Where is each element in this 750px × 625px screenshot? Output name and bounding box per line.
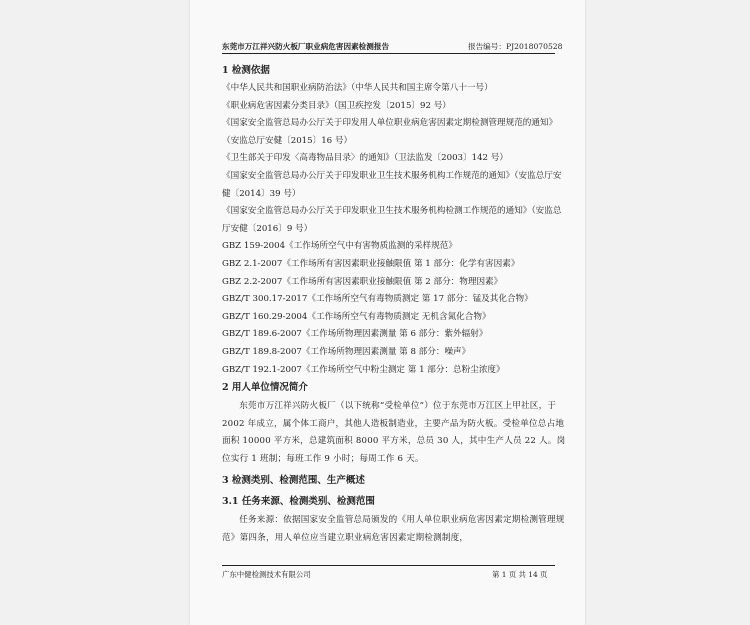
- basis-list: [222, 80, 570, 379]
- basis-item: GBZ/T 189.6-2007《工作场所物理因素测量 第 6 部分：紫外辐射》: [222, 329, 488, 340]
- basis-item: GBZ/T 300.17-2017《工作场所空气有毒物质测定 第 17 部分：锰及其化合物》: [222, 294, 533, 305]
- basis-item: 《职业病危害因素分类目录》（国卫疾控发〔2015〕92 号）: [222, 100, 451, 111]
- section-heading-3-1: 3.1 任务来源、检测类别、检测范围: [222, 496, 375, 508]
- page-number: 第 1 页 共 14 页: [492, 570, 548, 579]
- basis-item: GBZ/T 160.29-2004《工作场所空气有毒物质测定 无机含氮化合物》: [222, 311, 491, 322]
- basis-item: 《卫生部关于印发〈高毒物品目录〉的通知》（卫法监发〔2003〕142 号）: [222, 153, 508, 164]
- task-source-text: 任务来源：依据国家安全监管总局颁发的《用人单位职业病危害因素定期检测管理规范》第四条，用人单位应当建立职业病危害因素定期检测制度，: [222, 515, 565, 544]
- header-divider: [222, 53, 555, 54]
- basis-item: 《国家安全监管总局办公厅关于印发职业卫生技术服务机构检测工作规范的通知》（安监总厅安健〔2016〕9 号）: [222, 206, 562, 234]
- footer-divider: [222, 565, 555, 566]
- section-heading-1: 1 检测依据: [222, 65, 270, 76]
- basis-item: GBZ 2.2-2007《工作场所有害因素职业接触限值 第 2 部分：物理因素》: [222, 276, 503, 287]
- report-number: 报告编号：PJ2018070528: [468, 42, 563, 51]
- basis-item: GBZ/T 189.8-2007《工作场所物理因素测量 第 8 部分：噪声》: [222, 346, 471, 357]
- report-content: [222, 60, 570, 548]
- report-title: 东莞市万江祥兴防火板厂职业病危害因素检测报告: [222, 42, 390, 51]
- basis-item: GBZ 159-2004《工作场所空气中有害物质监测的采样规范》: [222, 241, 457, 252]
- basis-item: GBZ 2.1-2007《工作场所有害因素职业接触限值 第 1 部分：化学有害因素》: [222, 258, 520, 269]
- basis-item: 《国家安全监管总局办公厅关于印发职业卫生技术服务机构工作规范的通知》（安监总厅安健〔2014〕39 号）: [222, 170, 562, 199]
- basis-item: GBZ/T 192.1-2007《工作场所空气中粉尘测定 第 1 部分：总粉尘浓度》: [222, 364, 505, 375]
- section-heading-3: 3 检测类别、检测范围、生产概述: [222, 475, 365, 487]
- company-name: 广东中健检测技术有限公司: [222, 570, 311, 579]
- basis-item: 《中华人民共和国职业病防治法》（中华人民共和国主席令第八十一号）: [222, 83, 493, 93]
- section-heading-2: 2 用人单位情况简介: [222, 382, 308, 394]
- company-overview-text: 东莞市万江祥兴防火板厂（以下统称“受检单位”）位于东莞市万江区上甲社区，于 2002 年成立，属个体工商户，其他人造板制造业，主要产品为防火板。受检单位总占地面积 10000 平方米，总建筑面积 8000 平方米，总员 30 人，其中生产人员 22 人。岗位实行 1 班制；每班工作 9 小时；每周工作 6 天。: [222, 401, 566, 464]
- basis-item: 《国家安全监管总局办公厅关于印发用人单位职业病危害因素定期检测管理规范的通知》（安监总厅安健〔2015〕16 号）: [222, 118, 558, 146]
